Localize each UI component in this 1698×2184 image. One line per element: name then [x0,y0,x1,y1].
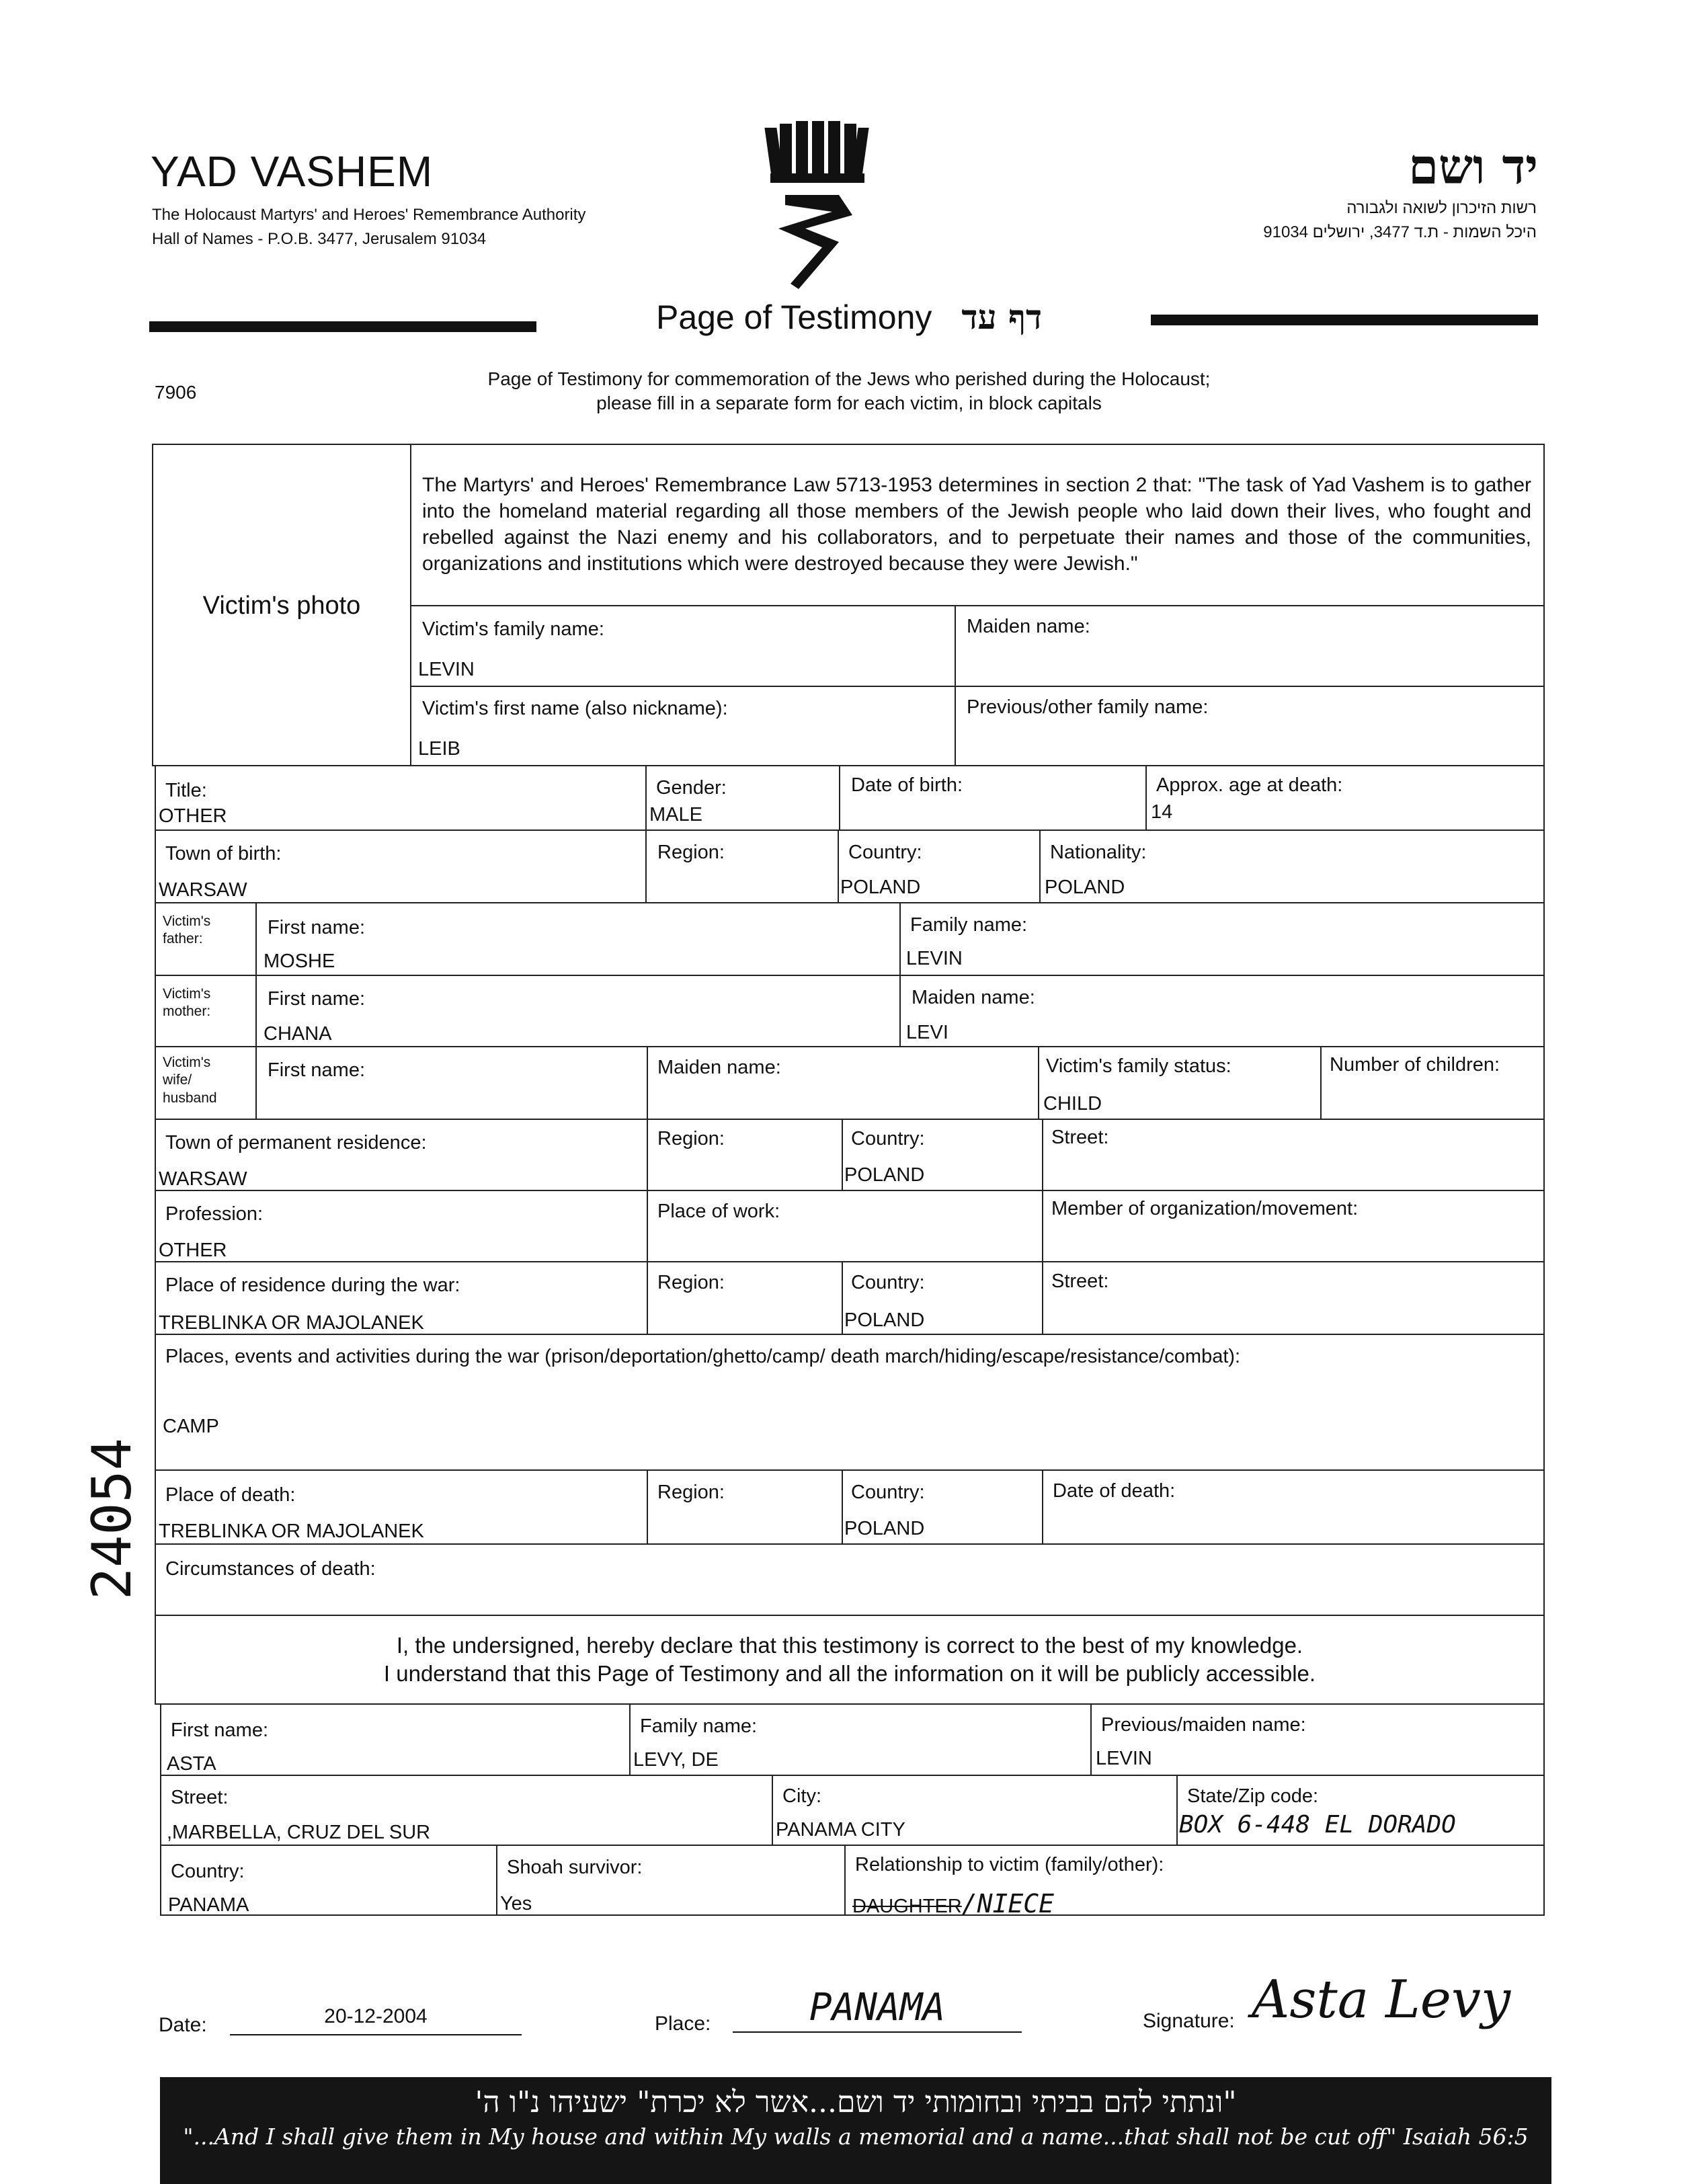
birth-region-field[interactable] [645,830,839,903]
first-name-value: LEIB [418,738,460,760]
date-of-death-label: Date of death: [1053,1480,1176,1502]
previous-family-name-label: Previous/other family name: [967,696,1209,718]
family-status-field[interactable] [1038,1046,1322,1120]
shoah-survivor-value: Yes [500,1893,532,1914]
submitter-country-label: Country: [171,1861,245,1882]
date-of-death-field[interactable] [1042,1469,1545,1545]
relationship-typed: DAUGHTER [852,1896,962,1917]
war-residence-label: Place of residence during the war: [165,1275,460,1296]
org-name-hebrew: יד ושם [1408,138,1538,195]
law-text: The Martyrs' and Heroes' Remembrance Law 5713-1953 determines in section 2 that: "The task of Yad Vashem is to gather into the homeland material regarding all those members of the Jewish people who laid down their lives, who fought and rebelled against the Nazi enemy and his collaborators, and to perpetuate their names and those of the communities, organizations and institutions which were destroyed because they were Jewish." [422,474,1531,575]
submitter-city-label: City: [782,1785,821,1807]
age-at-death-field[interactable] [1145,765,1545,831]
org-line-2-hebrew: היכל השמות - ת.ד 3477, ירושלים 91034 [1263,223,1537,241]
signature-label: Signature: [1143,2010,1235,2032]
death-country-field[interactable] [842,1469,1043,1545]
number-of-children-label: Number of children: [1330,1054,1500,1076]
family-name-value: LEVIN [418,659,475,680]
signature-value[interactable]: Asta Levy [1252,1970,1511,2030]
form-id: 7906 [155,382,197,403]
margin-handwritten-number: 24054 [81,1438,143,1600]
submitter-family-name-label: Family name: [640,1715,758,1737]
submitter-first-name-value: ASTA [167,1753,216,1775]
family-status-label: Victim's family status: [1046,1055,1231,1077]
quote-banner [160,2077,1551,2184]
organization-membership-field[interactable] [1042,1190,1545,1262]
father-first-name-label: First name: [268,917,366,938]
war-residence-value: TREBLINKA OR MAJOLANEK [159,1312,424,1334]
father-row-label-box [155,902,257,976]
residence-country-field[interactable] [842,1119,1043,1191]
organization-membership-label: Member of organization/movement: [1051,1198,1359,1219]
law-box [410,444,1545,606]
testimony-form [152,444,1545,1929]
submitter-previous-name-label: Previous/maiden name: [1101,1714,1306,1736]
place-of-death-label: Place of death: [165,1484,296,1506]
gender-field[interactable] [645,765,840,831]
maiden-name-field[interactable] [955,605,1545,687]
maiden-name-label: Maiden name: [967,616,1090,637]
father-family-name-label: Family name: [910,914,1028,936]
submitter-family-name-field[interactable] [629,1703,1092,1776]
town-of-birth-value: WARSAW [159,879,247,901]
gender-label: Gender: [656,777,727,799]
mother-first-name-label: First name: [268,988,366,1010]
page-title-english: Page of Testimony [655,298,932,336]
war-events-value: CAMP [163,1416,219,1437]
nationality-field[interactable] [1039,830,1545,903]
place-of-work-label: Place of work: [657,1201,780,1222]
war-country-label: Country: [851,1272,925,1293]
residence-region-label: Region: [657,1128,725,1149]
submitter-street-field[interactable] [160,1775,773,1846]
submitter-family-name-value: LEVY, DE [633,1749,719,1771]
title-value: OTHER [159,805,227,827]
relationship-value [852,1889,1054,1918]
submitter-country-field[interactable] [160,1845,497,1916]
org-line-1: The Holocaust Martyrs' and Heroes' Remembrance Authority [152,206,586,224]
death-region-field[interactable] [647,1469,843,1545]
mother-maiden-name-field[interactable] [899,975,1545,1047]
war-region-field[interactable] [647,1261,843,1335]
town-of-birth-label: Town of birth: [165,843,282,864]
war-region-label: Region: [657,1272,725,1293]
spouse-first-name-field[interactable] [255,1046,648,1120]
residence-country-value: POLAND [844,1164,925,1186]
circumstances-of-death-field[interactable] [155,1543,1545,1616]
spouse-first-name-label: First name: [268,1059,366,1081]
org-name: YAD VASHEM [151,147,434,196]
submitter-street-label: Street: [171,1787,229,1808]
submitter-city-value: PANAMA CITY [776,1819,905,1841]
submitter-street-value: ,MARBELLA, CRUZ DEL SUR [167,1822,431,1843]
shoah-survivor-field[interactable] [496,1845,846,1916]
residence-region-field[interactable] [647,1119,843,1191]
profession-label: Profession: [165,1203,264,1225]
spouse-maiden-name-field[interactable] [647,1046,1039,1120]
residence-country-label: Country: [851,1128,925,1149]
submitter-zip-value: BOX 6-448 EL DORADO [1179,1811,1456,1838]
mother-row-label: Victim's mother: [163,986,211,1020]
page-title-hebrew: דף עד [961,297,1043,337]
residence-street-label: Street: [1051,1127,1109,1148]
submitter-first-name-field[interactable] [160,1703,631,1776]
previous-family-name-field[interactable] [955,686,1545,766]
family-name-field[interactable] [410,605,956,687]
war-street-field[interactable] [1042,1261,1545,1335]
nationality-value: POLAND [1045,877,1125,898]
father-first-name-value: MOSHE [264,951,335,972]
spouse-maiden-name-label: Maiden name: [657,1057,781,1078]
age-at-death-value: 14 [1151,801,1173,823]
quote-hebrew: "ונתתי להם בביתי ובחומותי יד ושם...אשר לא יכרת" ישעיהו נ"ו ה' [475,2085,1237,2119]
place-of-death-field[interactable] [155,1469,648,1545]
circumstances-of-death-label: Circumstances of death: [165,1558,376,1580]
date-of-birth-field[interactable] [839,765,1147,831]
submitter-country-value: PANAMA [168,1894,249,1916]
relationship-field[interactable] [844,1845,1545,1916]
title-label: Title: [165,780,207,801]
date-value[interactable]: 20-12-2004 [230,2000,522,2035]
birth-country-field[interactable] [838,830,1041,903]
date-label: Date: [159,2014,207,2036]
profession-field[interactable] [155,1190,648,1262]
birth-country-value: POLAND [840,877,921,898]
mother-row-label-box [155,975,257,1047]
menorah-logo-icon [758,121,873,289]
spouse-row-label-box [155,1046,257,1120]
death-country-label: Country: [851,1482,925,1503]
war-country-field[interactable] [842,1261,1043,1335]
submitter-previous-name-value: LEVIN [1096,1748,1152,1769]
death-country-value: POLAND [844,1518,925,1539]
victim-photo-label: Victim's photo [202,592,361,620]
instructions-line-2: please fill in a separate form for each victim, in block capitals [596,393,1102,413]
mother-first-name-value: CHANA [264,1023,332,1045]
first-name-field[interactable] [410,686,956,766]
war-country-value: POLAND [844,1309,925,1331]
father-row-label: Victim's father: [163,914,211,947]
declaration-box [155,1615,1545,1705]
place-label: Place: [655,2013,711,2035]
relationship-label: Relationship to victim (family/other): [855,1854,1164,1875]
permanent-residence-label: Town of permanent residence: [165,1132,427,1154]
death-region-label: Region: [657,1482,725,1503]
quote-english: "...And I shall give them in My house and within My walls a memorial and a name...that shall not be cut off" Isaiah 56:5 [183,2124,1529,2150]
father-first-name-field[interactable] [255,902,901,976]
permanent-residence-field[interactable] [155,1119,648,1191]
declaration-line-1: I, the undersigned, hereby declare that this testimony is correct to the best of my knowledge. [396,1633,1303,1658]
mother-first-name-field[interactable] [255,975,901,1047]
submitter-city-field[interactable] [772,1775,1178,1846]
submitter-first-name-label: First name: [171,1720,269,1741]
war-residence-field[interactable] [155,1261,648,1335]
permanent-residence-value: WARSAW [159,1168,247,1190]
gender-value: MALE [649,804,702,825]
mother-maiden-name-value: LEVI [906,1022,948,1043]
town-of-birth-field[interactable] [155,830,647,903]
war-events-field[interactable] [155,1334,1545,1471]
place-value[interactable]: PANAMA [733,1986,1022,2033]
father-family-name-value: LEVIN [906,948,963,969]
victim-photo-box[interactable] [152,444,411,766]
nationality-label: Nationality: [1050,842,1147,863]
number-of-children-field[interactable] [1320,1046,1545,1120]
war-street-label: Street: [1051,1270,1109,1292]
first-name-label: Victim's first name (also nickname): [422,698,728,719]
org-line-1-hebrew: רשות הזיכרון לשואה ולגבורה [1346,199,1537,217]
birth-country-label: Country: [848,842,922,863]
submitter-zip-field[interactable] [1176,1775,1545,1846]
spouse-row-label: Victim's wife/ husband [163,1055,217,1106]
org-line-2: Hall of Names - P.O.B. 3477, Jerusalem 91034 [152,230,487,248]
page-title [0,297,1698,337]
place-of-death-value: TREBLINKA OR MAJOLANEK [159,1521,424,1542]
mother-maiden-name-label: Maiden name: [912,987,1035,1008]
war-events-label: Places, events and activities during the war (prison/deportation/ghetto/camp/ death march/hiding/escape/resistance/combat): [165,1346,1241,1367]
family-status-value: CHILD [1043,1093,1102,1115]
date-of-birth-label: Date of birth: [851,774,963,796]
family-name-label: Victim's family name: [422,618,604,640]
residence-street-field[interactable] [1042,1119,1545,1191]
declaration-line-2: I understand that this Page of Testimony and all the information on it will be publicly accessible. [383,1661,1316,1686]
age-at-death-label: Approx. age at death: [1156,774,1343,796]
submitter-previous-name-field[interactable] [1090,1703,1545,1776]
place-of-work-field[interactable] [647,1190,1043,1262]
birth-region-label: Region: [657,842,725,863]
submitter-zip-label: State/Zip code: [1187,1785,1319,1807]
title-field[interactable] [155,765,647,831]
father-family-name-field[interactable] [899,902,1545,976]
shoah-survivor-label: Shoah survivor: [507,1857,643,1878]
relationship-handwritten: /NIECE [961,1889,1055,1918]
profession-value: OTHER [159,1240,227,1261]
instructions-line-1: Page of Testimony for commemoration of the Jews who perished during the Holocaust; [487,368,1211,389]
